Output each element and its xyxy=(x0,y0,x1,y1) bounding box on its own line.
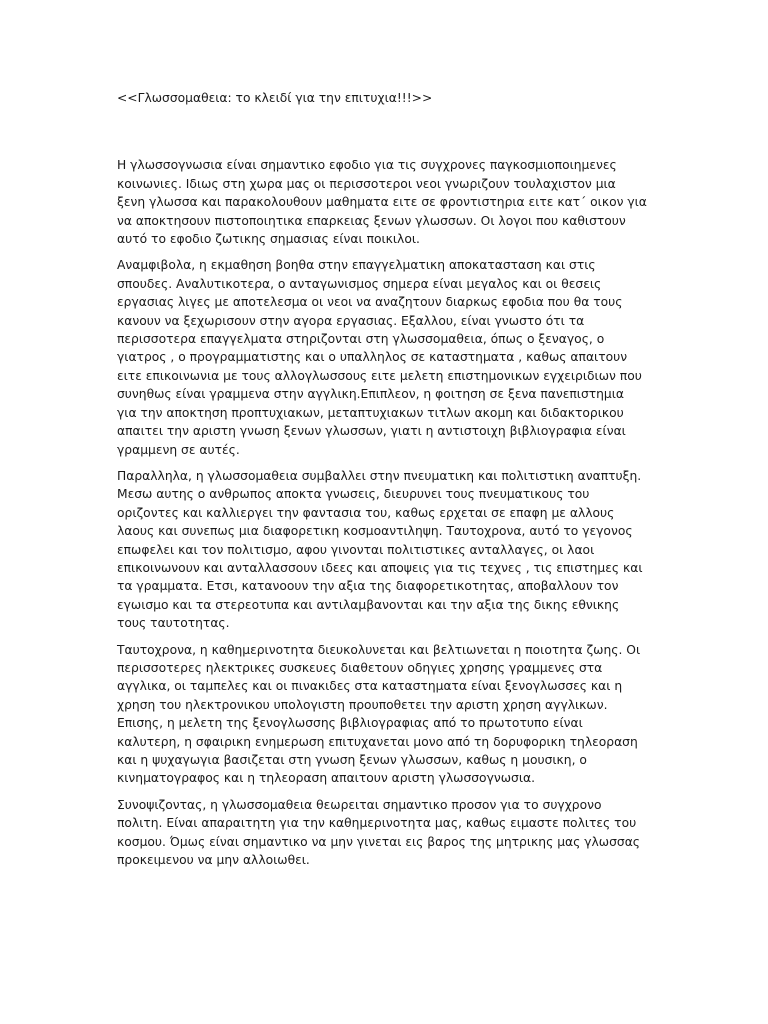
paragraph-professional-benefits: Αναμφιβολα, η εκμαθηση βοηθα στην επαγγελματικη αποκατασταση και στις σπουδες. Αναλυτικοτερα, ο ανταγωνισμος σημερα είναι μεγαλος και οι θεσεις εργασιας λιγες με αποτελεσμα οι νεοι να αναζητουν διαρκως εφοδια που θα τους κανουν να ξεχωρισουν στην αγορα εργασιας. Εξαλλου, είναι γνωστο ότι τα περισσοτερα επαγγελματα στηριζονται στη γλωσσομαθεια, όπως ο ξεναγος, ο γιατρος , ο προγραμματιστης και ο υπαλληλος σε καταστηματα , καθως απαιτουν ειτε επικοινωνια με τους αλλογλωσσους ειτε μελετη επιστημονικων εγχειριδιων που συνηθως είναι γραμμενα στην αγγλικη.Επιπλεον, η φοιτηση σε ξενα πανεπιστημια για την αποκτηση προπτυχιακων, μεταπτυχιακων τιτλων ακομη και διδακτορικου απαιτει την αριστη γνωση ξενων γλωσσων, γιατι η αντιστοιχη βιβλιογραφια είναι γραμμενη σε αυτές. xyxy=(117,258,642,457)
paragraph-introduction: Η γλωσσογνωσια είναι σημαντικο εφοδιο για τις συγχρονες παγκοσμιοποιημενες κοινωνιες. Ιδιως στη χωρα μας οι περισσοτεροι νεοι γνωριζουν τουλαχιστον μια ξενη γλωσσα και παρακολουθουν μαθηματα ειτε σε φροντιστηρια ειτε κατ΄ οικον για να αποκτησουν πιστοποιητικα επαρκειας ξενων γλωσσων. Οι λογοι που καθιστουν αυτό το εφοδιο ζωτικης σημασιας είναι ποικιλοι. xyxy=(117,158,647,247)
paragraph-daily-life-benefits: Ταυτοχρονα, η καθημερινοτητα διευκολυνεται και βελτιωνεται η ποιοτητα ζωης. Οι περισσοτερες ηλεκτρικες συσκευες διαθετουν οδηγιες χρησης γραμμενες στα αγγλικα, οι ταμπελες και οι πινακιδες στα καταστηματα είναι ξενογλωσσες και η χρηση του ηλεκτρονικου υπολογιστη προυποθετει την αριστη χρηση αγγλικων. Επισης, η μελετη της ξενογλωσσης βιβλιογραφιας από το πρωτοτυπο είναι καλυτερη, η σφαιρικη ενημερωση επιτυχανεται μονο από τη δορυφορικη τηλεοραση και η ψυχαγωγια βασιζεται στη γνωση ξενων γλωσσων, καθως η μουσικη, ο κινηματογραφος και η τηλεοραση απαιτουν αριστη γλωσσογνωσια. xyxy=(117,642,641,786)
document-body xyxy=(117,89,647,877)
paragraph-conclusion: Συνοψιζοντας, η γλωσσομαθεια θεωρειται σημαντικο προσον για το συγχρονο πολιτη. Είναι απαραιτητη για την καθημερινοτητα μας, καθως ειμαστε πολιτες του κοσμου. Όμως είναι σημαντικο να μην γινεται εις βαρος της μητρικης μας γλωσσας προκειμενου να μην αλλοιωθει. xyxy=(117,797,641,868)
paragraph-cultural-benefits: Παραλληλα, η γλωσσομαθεια συμβαλλει στην πνευματικη και πολιτιστικη αναπτυξη. Μεσω αυτης ο ανθρωπος αποκτα γνωσεις, διευρυνει τους πνευματικους του οριζοντες και καλλιεργει την φαντασια του, καθως ερχεται σε επαφη με αλλους λαους και συνεπως μια διαφορετικη κοσμοαντιληψη. Ταυτοχρονα, αυτό το γεγονος επωφελει και τον πολιτισμο, αφου γινονται πολιτιστικες ανταλλαγες, οι λαοι επικοινωνουν και ανταλλασσουν ιδεες και αποψεις για τις τεχνες , τις επιστημες και τα γραμματα. Ετσι, κατανοουν την αξια της διαφορετικοτητας, αποβαλλουν τον εγωισμο και τα στερεοτυπα και αντιλαμβανονται και την αξια της δικης εθνικης τους ταυτοτητας. xyxy=(117,468,643,631)
document-title: <<Γλωσσομαθεια: το κλειδί για την επιτυχια!!!>> xyxy=(117,91,433,105)
